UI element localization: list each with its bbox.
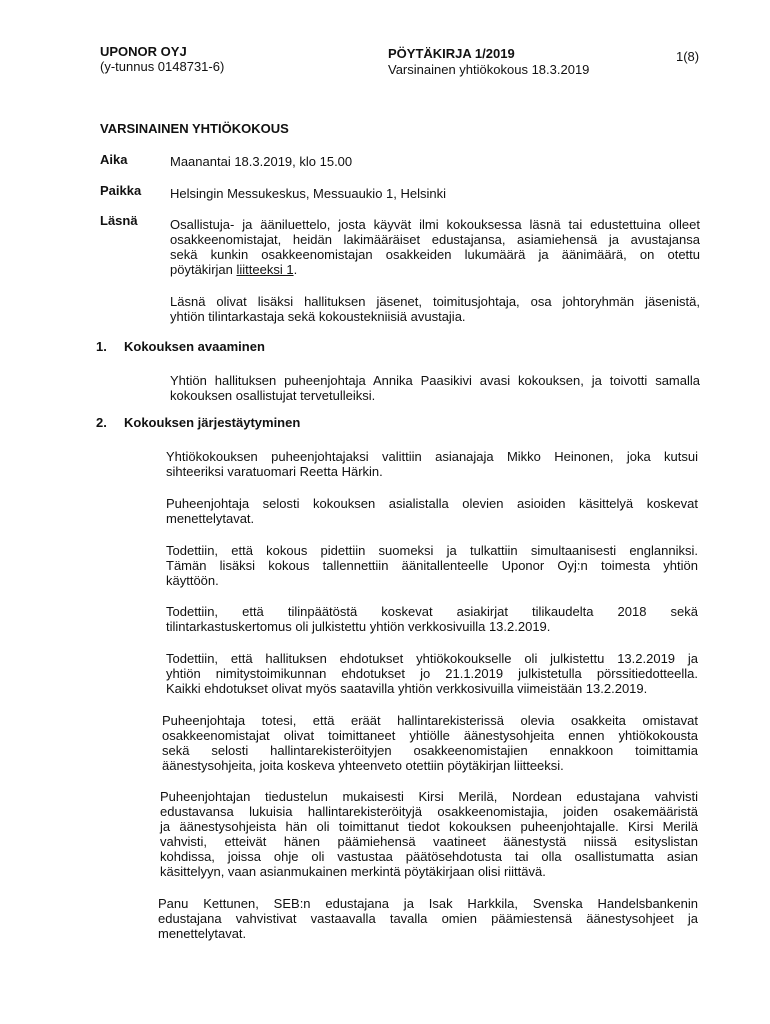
present-line-last <box>170 262 297 277</box>
time-value: Maanantai 18.3.2019, klo 15.00 <box>170 154 353 169</box>
meeting-name: Varsinainen yhtiökokous 18.3.2019 <box>388 62 590 77</box>
section-2-line: sihteeriksi varatuomari Reetta Härkin. <box>166 464 383 479</box>
section-2-line: käyttöön. <box>166 573 219 588</box>
section-2-line: ja äänestysohjeista hän oli toimittanut tiedot kokouksen puheenjohtajalle. Kirsi Merilä <box>160 819 698 834</box>
section-1-line: Yhtiön hallituksen puheenjohtaja Annika Paasikivi avasi kokouksen, ja toivotti samalla <box>170 373 700 388</box>
page-title: VARSINAINEN YHTIÖKOKOUS <box>100 121 289 136</box>
section-2-line: Puheenjohtajan tiedustelun mukaisesti Kirsi Merilä, Nordean edustajana vahvisti <box>160 789 698 804</box>
section-2-line: Yhtiökokouksen puheenjohtajaksi valittiin asianajaja Mikko Heinonen, joka kutsui <box>166 449 698 464</box>
section-2-line: yhtiön nimitystoimikunnan ehdotukset jo 21.1.2019 julkistetulla pörssitiedotteella. <box>166 666 698 681</box>
present-extra-line: yhtiön tilintarkastaja sekä kokoustekniisiä avustajia. <box>170 309 466 324</box>
section-2-line: Todettiin, että tilinpäätöstä koskevat asiakirjat tilikaudelta 2018 sekä <box>166 604 698 619</box>
section-2-line: sekä selosti hallintarekisteröityjen osakkeenomistajien ennakkoon toimittamia <box>162 743 698 758</box>
section-2-line: Puheenjohtaja selosti kokouksen asialistalla olevien asioiden käsittelyä koskevat <box>166 496 698 511</box>
time-label: Aika <box>100 152 128 167</box>
section-2-line: tilintarkastuskertomus oli julkistettu yhtiön verkkosivuilla 13.2.2019. <box>166 619 551 634</box>
section-2-line: Panu Kettunen, SEB:n edustajana ja Isak Harkkila, Svenska Handelsbankenin <box>158 896 698 911</box>
section-2-line: edustavansa lukuisia hallintarekisteröityjä osakkeenomistajia, joiden osakemääristä <box>160 804 698 819</box>
section-2-line: Todettiin, että kokous pidettiin suomeksi ja tulkattiin simultaanisesti englanniksi. <box>166 543 698 558</box>
place-label: Paikka <box>100 183 142 198</box>
place-value: Helsingin Messukeskus, Messuaukio 1, Helsinki <box>170 186 447 201</box>
section-2-line: käsittelyyn, vaan asianmukainen merkintä pöytäkirjaan olisi riittävä. <box>160 864 546 879</box>
section-2-line: osakkeenomistajat olivat toimittaneet yhtiölle äänestysohjeita ennen yhtiökokousta <box>162 728 698 743</box>
business-id: (y-tunnus 0148731-6) <box>100 59 225 74</box>
attachment-link[interactable]: liitteeksi 1 <box>236 262 294 277</box>
document-title: PÖYTÄKIRJA 1/2019 <box>388 46 515 61</box>
present-extra-line: Läsnä olivat lisäksi hallituksen jäsenet, toimitusjohtaja, osa johtoryhmän jäsenistä, <box>170 294 700 309</box>
company-name: UPONOR OYJ <box>100 44 187 59</box>
section-2-line: Puheenjohtaja totesi, että eräät hallintarekisterissä olevia osakkeita omistavat <box>162 713 698 728</box>
section-2-number: 2. <box>96 415 107 430</box>
section-2-line: menettelytavat. <box>166 511 255 526</box>
page-number: 1(8) <box>676 49 700 64</box>
present-line: osakkeenomistajat, heidän lakimääräiset edustajansa, asiamiehensä ja avustajansa <box>170 232 700 247</box>
section-2-line: vahvisti, etteivät hänen päämiehensä vaatineet äänestystä niissä esityslistan <box>160 834 698 849</box>
present-line: Osallistuja- ja ääniluettelo, josta käyvät ilmi kokouksessa läsnä tai edustettuina olleet <box>170 217 700 232</box>
section-1-line: kokouksen osallistujat tervetulleiksi. <box>170 388 376 403</box>
section-2-line: menettelytavat. <box>158 926 247 941</box>
section-2-heading: Kokouksen järjestäytyminen <box>124 415 301 430</box>
section-2-line: Todettiin, että hallituksen ehdotukset yhtiökokoukselle oli julkistettu 13.2.2019 ja <box>166 651 698 666</box>
section-1-number: 1. <box>96 339 107 354</box>
present-line: sekä kunkin osakkeenomistajan osakkeiden lukumäärä ja äänimäärä, on otettu <box>170 247 700 262</box>
present-text: . <box>293 262 298 277</box>
section-2-line: kohdissa, joissa ohje oli vastustaa päätösehdotusta tai olla osallistumatta asian <box>160 849 698 864</box>
section-2-line: Tämän lisäksi kokous tallennettiin äänitallenteelle Uponor Oyj:n toimesta yhtiön <box>166 558 698 573</box>
present-label: Läsnä <box>100 213 138 228</box>
present-text: pöytäkirjan <box>170 262 237 277</box>
section-2-line: Kaikki ehdotukset olivat myös saatavilla yhtiön verkkosivuilla viimeistään 13.2.2019. <box>166 681 648 696</box>
section-2-line: edustajana vahvistivat vastaavalla tavalla omien päämiestensä äänestysohjeet ja <box>158 911 698 926</box>
section-1-heading: Kokouksen avaaminen <box>124 339 265 354</box>
section-2-line: äänestysohjeita, joita koskeva yhteenveto otettiin pöytäkirjan liitteeksi. <box>162 758 564 773</box>
